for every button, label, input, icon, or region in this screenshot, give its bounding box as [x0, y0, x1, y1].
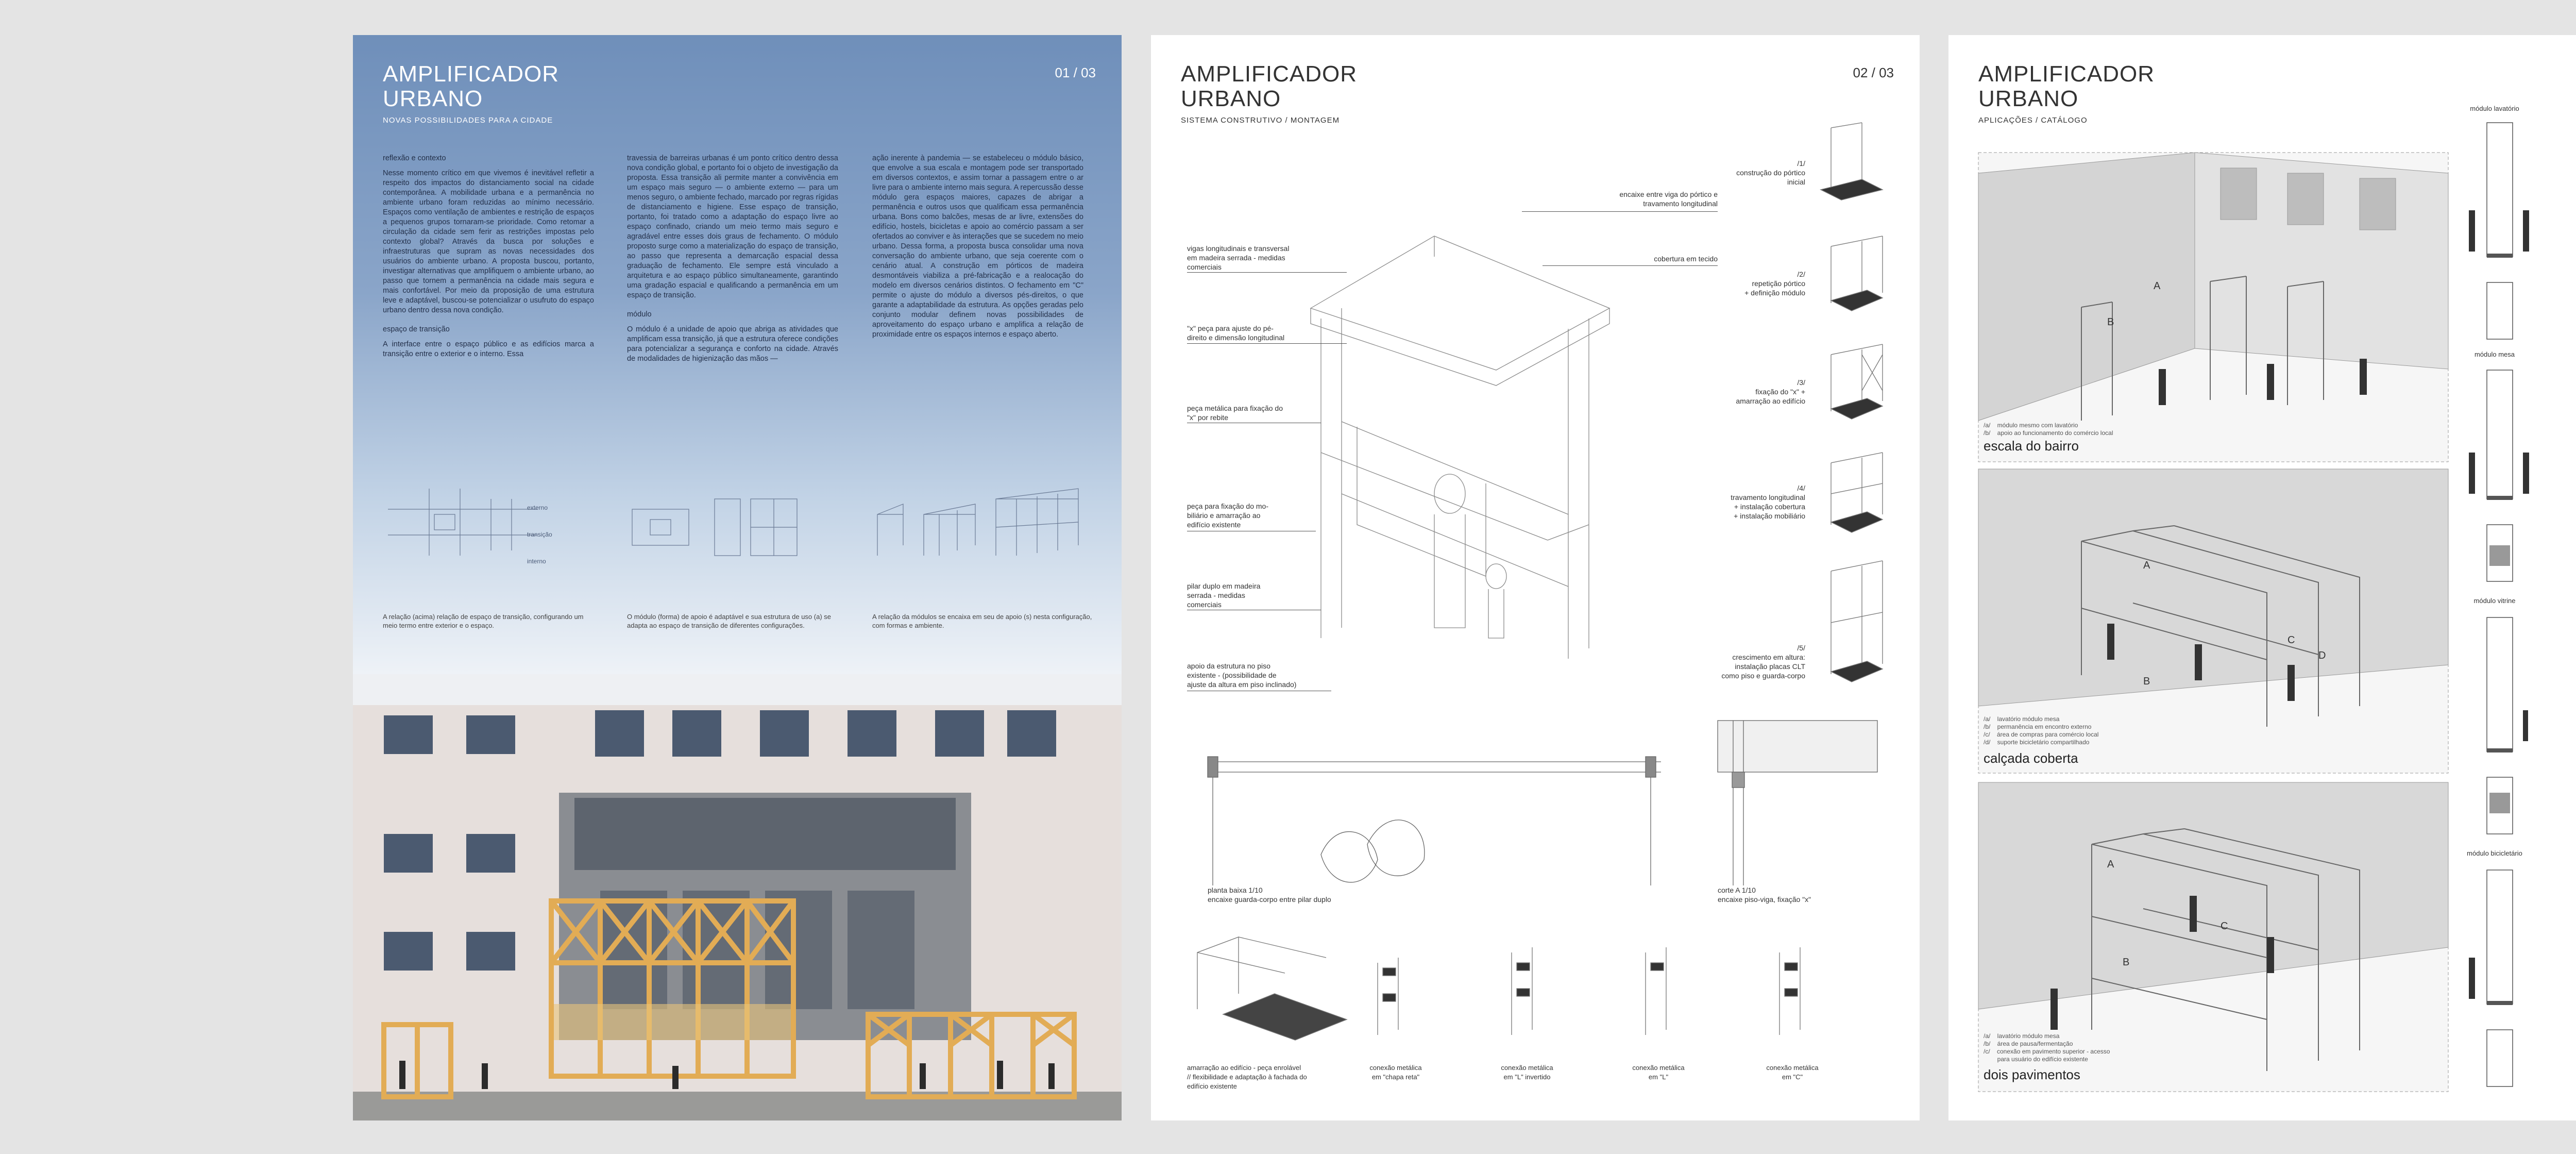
section-text: A interface entre o espaço público e as edifícios marca a transição entre o exterior e o interno. Essa: [383, 340, 594, 358]
board-title: AMPLIFICADOR URBANO: [1978, 61, 2155, 111]
scene-letter: B: [2123, 957, 2130, 968]
board-subtitle: SISTEMA CONSTRUTIVO / MONTAGEM: [1181, 116, 1340, 125]
leader-line: [1187, 343, 1347, 344]
component-label: vigas longitudinais e transversal em madeira serrada - medidas comerciais: [1187, 244, 1290, 271]
diagram-label: interno: [527, 558, 546, 565]
board-1: [353, 35, 1122, 1120]
step-label: /5/ crescimento em altura: instalação placas CLT como piso e guarda-corpo: [1721, 644, 1805, 680]
diagram-label: externo: [527, 504, 548, 511]
plan-drawing: [1202, 741, 1666, 906]
detail-caption: conexão metálica em "L": [1632, 1064, 1685, 1081]
component-label: encaixe entre viga do pórtico e travamento longitudinal: [1619, 190, 1718, 208]
section-drawing: [1718, 721, 1883, 885]
module-diagram: [627, 489, 838, 581]
section-heading: módulo: [627, 310, 652, 319]
module-name: módulo bicicletário: [2467, 849, 2522, 857]
diagram-caption: A relação (acima) relação de espaço de transição, configurando um meio termo entre exterior e o espaço.: [383, 613, 584, 629]
module-name: módulo mesa: [2474, 350, 2515, 358]
board-subtitle: APLICAÇÕES / CATÁLOGO: [1978, 116, 2088, 125]
board-title: AMPLIFICADOR URBANO: [1181, 61, 1358, 111]
step-label: /1/ construção do pórtico inicial: [1736, 159, 1805, 186]
section-text: Nesse momento crítico em que vivemos é inevitável refletir a respeito dos impactos do distanciamento social na cidade contemporânea. A mobilidade urbana e a permanência no ambiente urbano foram reduzidas ao mínimo necessário. Espaços como ventilação de ambientes e restrição de espaços a pequenos grupos tornaram-se prioridade. Como retomar a circulação da cidade sem ferir as restrições impostas pelo contexto global? Através da busca por soluções e infraestruturas que supram as novas necessidades dos usuários do ambiente urbano. A proposta buscou, portanto, investigar alternativas que amplifiquem o ambiente urbano, ao passo que tornem a permanência na cidade mais segura e mais confortável. Por meio da proposição de uma estrutura leve e adaptável, buscou-se potencializar o usufruto do espaço urbano dentro dessa nova condição.: [383, 169, 594, 314]
module-name: módulo lavatório: [2470, 105, 2519, 112]
facade-render: [353, 674, 1122, 1120]
module-name: módulo vitrine: [2473, 597, 2516, 605]
step-label: /3/ fixação do "x" + amarração ao edifício: [1736, 378, 1805, 405]
scene-letter: B: [2143, 676, 2150, 687]
diagram-caption: O módulo (forma) de apoio é adaptável e sua estrutura de uso (a) se adapta ao espaço de transição de diferentes configurações.: [627, 613, 831, 629]
diagram-caption: A relação da módulos se encaixa em seu de apoio (s) nesta configuração, com formas e ambiente.: [872, 613, 1092, 629]
board-3: [1948, 35, 2576, 1120]
module-name: [2567, 105, 2576, 112]
scene-letter: A: [2107, 859, 2114, 870]
component-label: peça para fixação do mo- biliário e amarração ao edifício existente: [1187, 502, 1268, 529]
module-catalogue: [2464, 118, 2576, 1097]
leader-line: [1543, 265, 1718, 266]
component-label: cobertura em tecido: [1654, 255, 1718, 263]
board-2: [1151, 35, 1920, 1120]
text-column-3: [872, 154, 1083, 349]
step-label: /4/ travamento longitudinal + instalação cobertura + instalação mobiliário: [1731, 484, 1805, 520]
section-text: O módulo é a unidade de apoio que abriga as atividades que amplificam essa transição, já que a estrutura oferece condições para potencializar a segurança e conforto na cidade. Através de modalidades de higienização das mãos —: [627, 325, 838, 363]
section-heading: reflexão e contexto: [383, 154, 446, 162]
scene-caption: dois pavimentos: [1984, 1067, 2080, 1082]
text-column-1: [383, 154, 594, 369]
scene-caption: calçada coberta: [1984, 750, 2078, 766]
assembly-steps: [1810, 112, 1903, 705]
scene-letter: C: [2287, 634, 2295, 646]
scene-letter: D: [2318, 650, 2326, 661]
step-label: /2/ repetição pórtico + definição módulo: [1744, 270, 1805, 297]
detail-caption: conexão metálica em "L" invertido: [1501, 1064, 1553, 1081]
board-title: AMPLIFICADOR URBANO: [383, 61, 560, 111]
diagram-label: transição: [527, 531, 552, 538]
component-label: pilar duplo em madeira serrada - medidas comerciais: [1187, 582, 1261, 609]
scene-neighborhood: [1978, 153, 2448, 462]
scene-letter: A: [2154, 280, 2161, 292]
leader-line: [1187, 272, 1347, 273]
board-subtitle: NOVAS POSSIBILIDADES PARA A CIDADE: [383, 116, 553, 125]
drawing-caption: planta baixa 1/10 encaixe guarda-corpo entre pilar duplo: [1208, 886, 1331, 904]
scene-caption: escala do bairro: [1984, 438, 2079, 454]
module-axonometric: [1280, 205, 1671, 669]
component-label: apoio da estrutura no piso existente - (possibilidade de ajuste da altura em piso inclinado): [1187, 662, 1297, 689]
scene-letter: A: [2143, 560, 2150, 571]
detail-caption: conexão metálica em "chapa reta": [1369, 1064, 1422, 1081]
component-label: "x" peça para ajuste do pé- direito e dimensão longitudinal: [1187, 324, 1285, 342]
leader-line: [1522, 211, 1718, 212]
frames-diagram: [872, 478, 1094, 581]
text-column-2: [627, 154, 838, 373]
transition-diagram: [383, 478, 594, 581]
scene-letter: C: [2221, 921, 2228, 932]
scene-legend: /a/ lavatório módulo mesa /b/ permanência em encontro externo /c/ área de compras para comércio local /d/ suporte bicicletário compartilhado: [1984, 715, 2099, 746]
detail-caption: conexão metálica em "C": [1766, 1064, 1819, 1081]
scene-legend: /a/ módulo mesmo com lavatório /b/ apoio ao funcionamento do comércio local: [1984, 422, 2113, 437]
scene-legend: /a/ lavatório módulo mesa /b/ área de pausa/fermentação /c/ conexão em pavimento superior - acesso para usuário do edifício existente: [1984, 1032, 2110, 1063]
component-label: peça metálica para fixação do "x" por rebite: [1187, 404, 1283, 422]
page-number: 02 / 03: [1853, 65, 1894, 80]
scene-letter: B: [2107, 316, 2114, 328]
section-text: ação inerente à pandemia — se estabeleceu o módulo básico, que envolve a sua escala e montagem pode ser transportado em diversos contextos, e assim tornar a passagem entre o ar livre para o ambiente interno mais segura. A repercussão desse módulo gera espaços maiores, capazes de abrigar a permanência e outros usos que qualificam essa permanência urbana. Bons como balcões, mesas de ar livre, extensões do edifício, hostels, bicicletas e apoio ao comércio passam a ser ofertados ao conviver e às interações que se sucedem no meio urbano. Dessa forma, a proposta busca consolidar uma nova conversação do ambiente urbano, que seja coerente com o cenário atual. A construção em pórticos de madeira desmontáveis viabiliza a pré-fabricação e a realocação do modelo em diversos cenários distintos. O fechamento em "C" permite o ajuste do módulo a diversos pés-direitos, o que garante a adaptabilidade da estrutura. As opções geradas pelo conjunto modular definem novas possibilidades de aproveitamento do espaço urbano e amplifica a relação de proximidade entre os espaços internos e espaço aberto.: [872, 154, 1083, 339]
section-text: travessia de barreiras urbanas é um ponto crítico dentro dessa nova condição global, e portanto foi o objeto de investigação da proposta. Essa transição ali permite manter a convivência em um espaço mais seguro — o ambiente externo — para um menos seguro, o ambiente fechado, marcado por regras rígidas de distanciamento e higiene. Esse espaço de transição, portanto, foi tratado como a adaptação do espaço livre ao espaço confinado, criando um meio termo mais seguro e agradável entre esses dois graus de fechamento. O módulo proposto surge como a materialização do espaço de transição, ao passo que representa a demarcação espacial dessa graduação de fechamento. Ele sempre está vinculado a arquitetura e ao espaço público simultaneamente, garantindo uma gradação espacial e qualificando a permanência em um espaço de transição.: [627, 154, 838, 299]
drawing-caption: corte A 1/10 encaixe piso-viga, fixação "x": [1718, 886, 1811, 904]
connection-details: [1192, 932, 1877, 1056]
section-heading: espaço de transição: [383, 325, 450, 333]
detail-caption: amarração ao edifício - peça enrolável // flexibilidade e adaptação à fachada do edifício existente: [1187, 1064, 1307, 1090]
page-number: 01 / 03: [1055, 65, 1096, 80]
